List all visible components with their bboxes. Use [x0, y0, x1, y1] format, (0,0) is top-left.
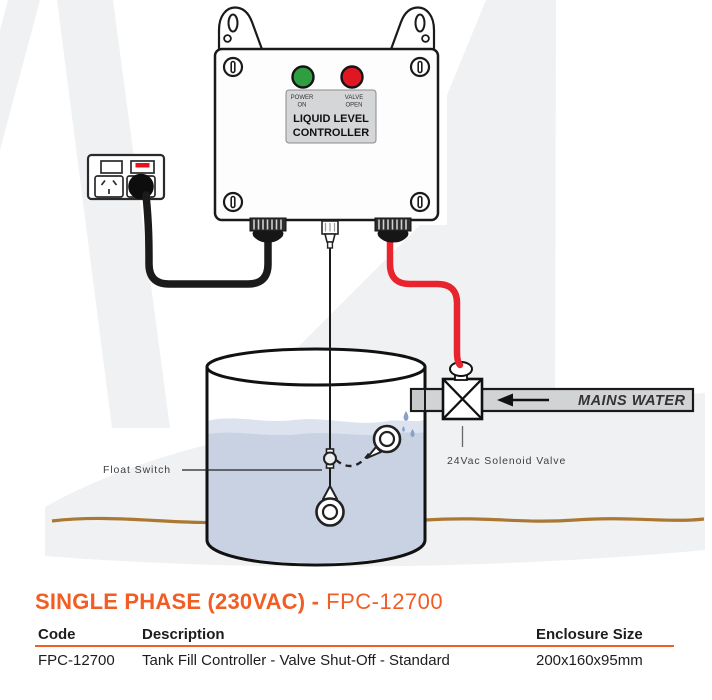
outlet-switch-left — [101, 161, 122, 173]
svg-text:ON: ON — [297, 102, 307, 109]
outlet-on-indicator — [136, 163, 150, 168]
float-switch-label: Float Switch — [103, 464, 171, 476]
keyhole-slot — [416, 15, 425, 32]
mounting-tab-right — [390, 8, 434, 53]
section-title-series: SINGLE PHASE (230VAC) - — [35, 589, 320, 614]
tank-rim — [207, 349, 425, 385]
power-led-label: POWER — [290, 95, 314, 101]
float-switch-weight — [324, 449, 336, 468]
controller-title-line1: LIQUID LEVEL — [293, 113, 369, 125]
section-title-code: FPC-12700 — [326, 589, 444, 614]
svg-text:OPEN: OPEN — [345, 102, 363, 109]
power-outlet — [88, 155, 164, 199]
section-title — [35, 589, 443, 615]
table-cell-enclosure-size: 200x160x95mm — [536, 652, 643, 669]
power-on-led — [293, 67, 314, 88]
controller-title-line2: CONTROLLER — [292, 127, 370, 139]
valve-open-led — [342, 67, 363, 88]
table-cell-description: Tank Fill Controller - Valve Shut-Off - Standard — [142, 652, 450, 669]
liquid-level-controller — [215, 8, 438, 249]
water-tank — [207, 349, 425, 565]
table-header-description: Description — [142, 626, 225, 643]
mounting-hole — [422, 35, 429, 42]
table-header-code: Code — [38, 626, 76, 643]
power-plug — [128, 174, 154, 200]
table-cell-code: FPC-12700 — [38, 652, 115, 669]
float-cable-connector — [322, 221, 338, 248]
mains-water-label: MAINS WATER — [578, 393, 686, 409]
mounting-hole — [224, 35, 231, 42]
table-header-enclosure-size: Enclosure Size — [536, 626, 643, 643]
solenoid-valve-label: 24Vac Solenoid Valve — [447, 455, 567, 467]
valve-led-label: VALVE — [344, 95, 364, 101]
pipe-tank-stub — [411, 389, 425, 411]
product-info-section — [0, 583, 712, 700]
mounting-tab-left — [219, 8, 263, 53]
cable-gland-left — [250, 218, 286, 243]
keyhole-slot — [229, 15, 238, 32]
controller-label-plate — [286, 90, 376, 143]
cable-gland-right — [375, 218, 411, 243]
table-header-rule — [35, 645, 674, 647]
